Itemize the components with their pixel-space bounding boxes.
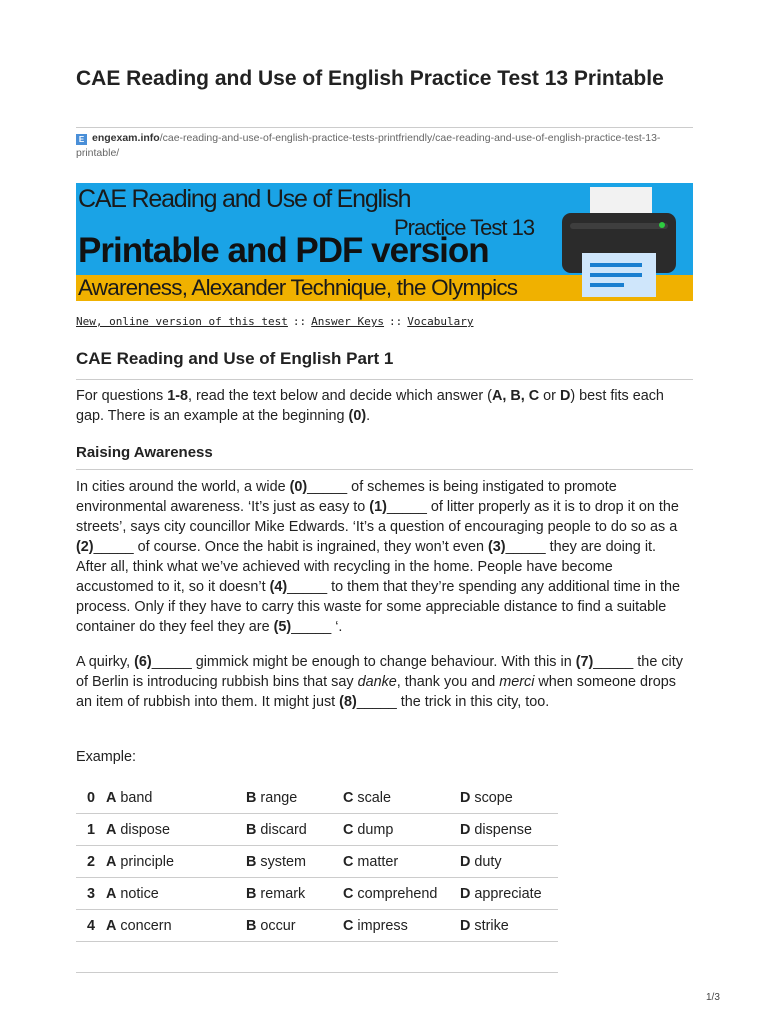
option-word: strike [474,917,509,934]
paragraph-1: In cities around the world, a wide (0)_____ of schemes is being instigated to promote environmental awareness. ‘It’s just as easy to (1)_____ of litter properly as it is to drop it on the streets’, says city councillor Mike Edwards. ‘It’s a question of encouraging people to do so as a (2)_____ of course. Once the habit is ingrained, they won’t even (3)_____ they are doing it. After all, think what we’ve achieved with recycling in the home. People have become accustomed to it, so it doesn’t (4)_____ to them that they’re spending any additional time in the process. Only if they have to carry this waste for some appreciable distance to find a suitable container do they feel they are (5)_____ ‘. [76,479,680,635]
option-letter: B [246,885,257,902]
option-letter: B [246,917,257,934]
option-d [460,782,558,814]
option-letter: C [343,917,354,934]
option-c [343,782,460,814]
option-letter: D [460,917,471,934]
option-letter: C [343,853,354,870]
option-word: system [260,853,306,870]
option-b [246,846,343,878]
banner-line-1: CAE Reading and Use of English [78,185,411,213]
banner-line-4: Awareness, Alexander Technique, the Olympics [78,275,518,300]
printer-icon [560,187,678,297]
option-a [106,846,246,878]
option-c [343,814,460,846]
text-heading: Raising Awareness [76,444,213,461]
page-number: 1/3 [706,992,720,1003]
option-letter: B [246,789,257,806]
option-word: dispose [120,821,171,838]
banner-line-3: Printable and PDF version [78,231,489,270]
option-letter: A [106,853,117,870]
instructions: For questions 1-8, read the text below and decide which answer (A, B, C or D) best fits each gap. There is an example at the beginning (0). [76,388,664,424]
option-letter: C [343,789,354,806]
option-row [76,782,558,814]
option-letter: C [343,821,354,838]
option-a [106,910,246,942]
option-letter: B [246,821,257,838]
example-label: Example: [76,749,136,765]
option-d [460,846,558,878]
option-d [460,910,558,942]
option-word: occur [260,917,296,934]
part-heading: CAE Reading and Use of English Part 1 [76,349,394,368]
site-favicon-icon: E [76,134,87,145]
option-letter: C [343,885,354,902]
text-heading-divider [76,469,693,470]
test-links [76,315,474,328]
option-word: band [120,789,153,806]
option-b [246,910,343,942]
option-word: dump [357,821,394,838]
link-separator: :: [389,315,403,328]
question-number: 3 [76,878,106,910]
online-version-link[interactable]: New, online version of this test [76,315,288,328]
option-c [343,878,460,910]
option-word: scale [357,789,392,806]
answer-keys-link[interactable]: Answer Keys [311,315,385,328]
option-letter: D [460,853,471,870]
banner-line-2: Practice Test 13 [394,215,535,240]
option-word: impress [357,917,408,934]
test-banner-image [76,183,693,301]
option-word: principle [120,853,174,870]
option-letter: D [460,789,471,806]
option-d [460,878,558,910]
question-number: 0 [76,782,106,814]
option-b [246,782,343,814]
option-c [343,910,460,942]
option-a [106,814,246,846]
paragraph-2: A quirky, (6)_____ gimmick might be enough to change behaviour. With this in (7)_____ the city of Berlin is introducing rubbish bins that say danke, thank you and merci when someone drops an item of rubbish into them. It might just (8)_____ the trick in this city, too. [76,654,683,710]
option-a [106,878,246,910]
question-number: 2 [76,846,106,878]
option-b [246,878,343,910]
option-word: discard [260,821,307,838]
option-word: remark [260,885,306,902]
table-end-divider [76,972,558,973]
vocabulary-link[interactable]: Vocabulary [407,315,474,328]
option-word: duty [474,853,502,870]
option-row [76,878,558,910]
options-table [76,782,558,942]
option-b [246,814,343,846]
option-word: dispense [474,821,533,838]
option-word: appreciate [474,885,542,902]
option-word: comprehend [357,885,438,902]
option-letter: B [246,853,257,870]
part-divider [76,379,693,380]
link-separator: :: [292,315,307,328]
option-letter: D [460,821,471,838]
option-word: concern [120,917,172,934]
option-row [76,846,558,878]
option-letter: A [106,821,117,838]
option-row [76,910,558,942]
title-divider [76,127,693,128]
source-domain[interactable]: engexam.info [92,132,160,144]
question-number: 1 [76,814,106,846]
option-word: range [260,789,298,806]
option-word: scope [474,789,513,806]
option-letter: D [460,885,471,902]
option-c [343,846,460,878]
option-letter: A [106,789,117,806]
option-d [460,814,558,846]
option-word: notice [120,885,159,902]
option-letter: A [106,917,117,934]
option-word: matter [357,853,399,870]
source-url[interactable] [76,131,693,161]
document-title: CAE Reading and Use of English Practice Test 13 Printable [76,67,664,90]
option-letter: A [106,885,117,902]
source-path[interactable]: /cae-reading-and-use-of-english-practice-tests-printfriendly/cae-reading-and-use-of-english-practice-test-13-printable/ [76,132,661,159]
option-a [106,782,246,814]
question-number: 4 [76,910,106,942]
option-row [76,814,558,846]
